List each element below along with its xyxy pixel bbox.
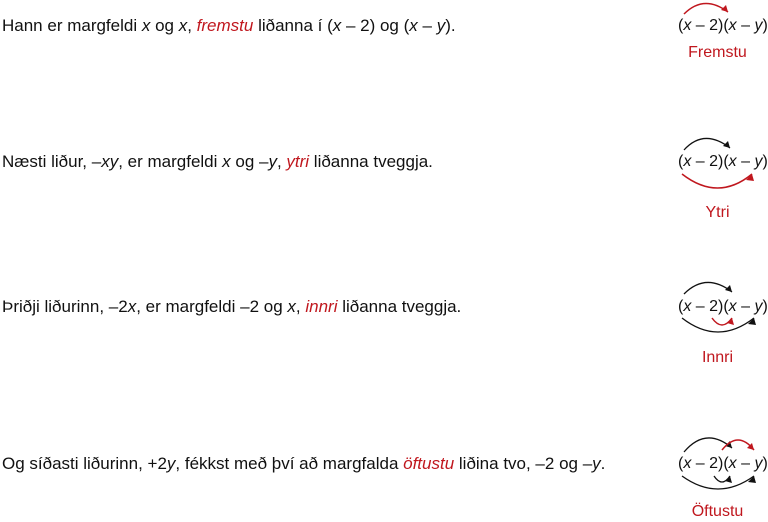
row-oftustu [0,420,768,520]
text-segment: x [728,17,737,34]
text-segment: – [736,153,755,170]
text-segment: y [754,298,763,315]
text-segment: , [276,152,287,171]
text-segment: x [332,16,342,35]
row-innri [0,262,768,366]
expression-fremstu [678,16,768,36]
text-segment: x [683,298,692,315]
text-segment: – 2)( [691,153,729,170]
text-segment: innri [305,297,338,316]
text-segment: – 2) og ( [341,16,410,35]
row-ytri [0,120,768,221]
text-segment: ( [678,17,684,34]
text-segment: , [295,297,306,316]
text-segment: x [409,16,418,35]
text-segment: Næsti liður, – [2,152,102,171]
text-segment: ytri [286,152,310,171]
text-segment: ) [762,455,768,472]
text-segment: y [268,152,277,171]
text-segment: – [736,17,755,34]
sentence-innri [2,297,461,317]
text-segment: og – [230,152,269,171]
text-segment: Og síðasti liðurinn, +2 [2,454,167,473]
text-segment: – 2)( [691,298,729,315]
text-segment: – 2)( [691,455,729,472]
text-segment: liðanna tveggja. [309,152,433,171]
text-segment: liðanna í ( [253,16,333,35]
caption-fremstu: Fremstu [688,44,747,61]
caption-innri: Innri [701,349,734,366]
text-segment: x [728,298,737,315]
text-segment: y [754,153,763,170]
text-segment: x [728,455,737,472]
text-segment: xy [101,152,119,171]
text-segment: liðina tvo, –2 og – [454,454,593,473]
foil-diagram-fremstu [670,0,768,100]
text-segment: öftustu [403,454,455,473]
text-segment: – [417,16,437,35]
foil-diagram-oftustu [670,420,768,520]
text-segment: x [728,153,737,170]
text-segment: – 2)( [691,17,729,34]
sentence-ytri [2,152,433,172]
expression-innri [678,297,768,317]
text-segment: y [754,455,763,472]
text-segment: x [222,152,231,171]
expression-ytri [678,152,768,172]
text-segment: y [754,17,763,34]
text-segment: fremstu [196,16,254,35]
text-segment: y [592,454,601,473]
text-segment: Þriðji liðurinn, –2 [2,297,128,316]
text-segment: x [683,17,692,34]
foil-diagram-innri [670,262,768,366]
text-segment: ( [678,455,684,472]
text-segment: x [683,153,692,170]
text-segment: , [187,16,197,35]
text-segment: ) [762,153,768,170]
text-segment: , er margfeldi –2 og [136,297,288,316]
text-segment: ). [445,16,456,35]
text-segment: x [127,297,137,316]
text-segment: x [141,16,151,35]
sentence-fremstu [2,16,456,36]
text-segment: x [683,455,692,472]
foil-diagram-ytri [670,120,768,221]
text-segment: y [436,16,446,35]
text-segment: x [178,16,188,35]
text-segment: ( [678,298,684,315]
text-segment: – [736,455,755,472]
text-segment: , fékkst með því að margfalda [175,454,404,473]
caption-ytri: Ytri [705,204,730,221]
text-segment: x [287,297,296,316]
text-segment: . [600,454,606,473]
sentence-oftustu [2,454,605,474]
text-segment: y [166,454,176,473]
text-segment: ) [762,17,768,34]
text-segment: liðanna tveggja. [337,297,462,316]
text-segment: , er margfeldi [118,152,223,171]
expression-oftustu [678,454,768,474]
text-segment: ) [762,298,768,315]
caption-oftustu: Öftustu [691,503,744,520]
row-fremstu [0,0,768,100]
text-segment: – [736,298,755,315]
text-segment: Hann er margfeldi [2,16,142,35]
text-segment: ( [678,153,684,170]
text-segment: og [150,16,179,35]
